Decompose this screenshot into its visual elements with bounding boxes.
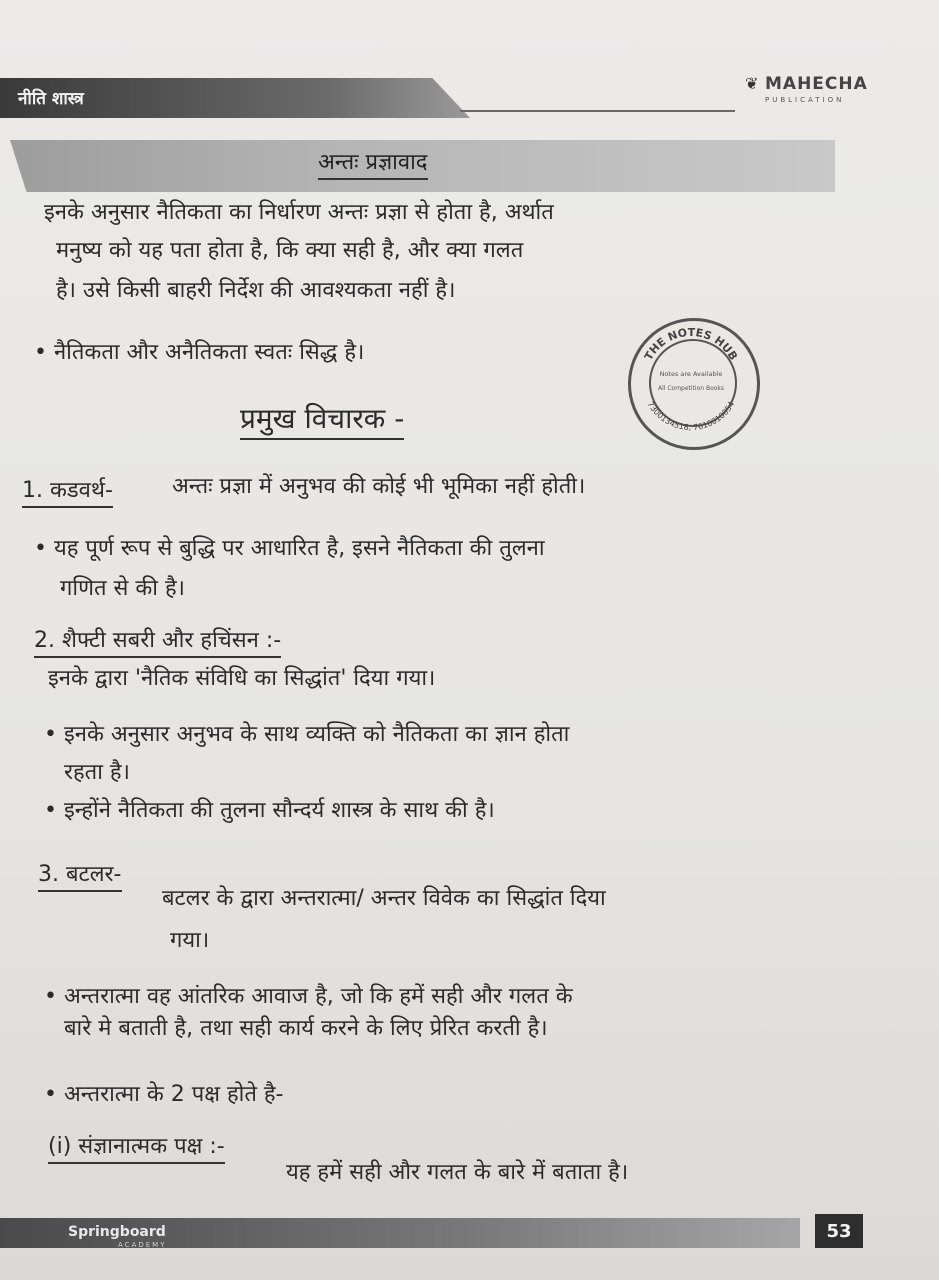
stamp-phone: 7300134518, 7610010054 [645, 399, 737, 432]
header-rule [460, 110, 735, 112]
thinkers-heading: प्रमुख विचारक - [240, 402, 404, 440]
item2-bullet1: • इनके अनुसार अनुभव के साथ व्यक्ति को नैतिकता का ज्ञान होता [44, 722, 570, 747]
item1-label: 1. कडवर्थ- [22, 478, 113, 508]
intro-line-1: इनके अनुसार नैतिकता का निर्धारण अन्तः प्रज्ञा से होता है, अर्थात [44, 200, 554, 225]
item2-bullet2: • इन्होंने नैतिकता की तुलना सौन्दर्य शास्त्र के साथ की है। [44, 798, 495, 823]
item3-line1: बटलर के द्वारा अन्तरात्मा/ अन्तर विवेक का सिद्धांत दिया [162, 886, 606, 911]
publisher-logo [745, 72, 868, 112]
item3-bullet1: • अन्तरात्मा वह आंतरिक आवाज है, जो कि हमें सही और गलत के [44, 984, 573, 1009]
stamp-sub: Notes are Available [659, 370, 723, 378]
item1-line: अन्तः प्रज्ञा में अनुभव की कोई भी भूमिका नहीं होती। [172, 474, 586, 499]
svg-text:THE NOTES HUB [642, 326, 740, 363]
footer-brand: Springboard [68, 1224, 166, 1240]
stamp-text-ring [628, 318, 754, 444]
item1-bullet1: • यह पूर्ण रूप से बुद्धि पर आधारित है, इसने नैतिकता की तुलना [34, 536, 545, 561]
stamp-title: THE NOTES HUB [641, 325, 741, 363]
item3-label: 3. बटलर- [38, 862, 122, 892]
chapter-title: नीति शास्त्र [18, 89, 84, 109]
footer-brand-sub: ACADEMY [118, 1241, 167, 1249]
stamp-books: All Competition Books [657, 385, 725, 392]
intro-line-2: मनुष्य को यह पता होता है, कि क्या सही है, और क्या गलत [56, 238, 524, 263]
item2-line: इनके द्वारा 'नैतिक संविधि का सिद्धांत' दिया गया। [48, 666, 436, 691]
item3-sub-line: यह हमें सही और गलत के बारे में बताता है। [286, 1160, 629, 1185]
publisher-sub: PUBLICATION [765, 96, 845, 104]
item1-bullet1-cont: गणित से की है। [60, 576, 185, 601]
item2-bullet1-cont: रहता है। [64, 760, 130, 785]
svg-text:7300134518, 7610010054 [646, 400, 737, 432]
publisher-name: MAHECHA [765, 74, 868, 94]
section-title: अन्तः प्रज्ञावाद [318, 146, 428, 180]
intro-line-3: है। उसे किसी बाहरी निर्देश की आवश्यकता नहीं है। [56, 278, 456, 303]
item2-label: 2. शैफ्टी सबरी और हचिंसन :- [34, 628, 281, 658]
page-number: 53 [815, 1214, 863, 1248]
book-icon: ❦ [745, 74, 759, 93]
item3-line2: गया। [170, 928, 210, 953]
bullet-self-evident: • नैतिकता और अनैतिकता स्वतः सिद्ध है। [34, 340, 365, 365]
item3-sub-label: (i) संज्ञानात्मक पक्ष :- [48, 1134, 225, 1164]
item3-bullet2: • अन्तरात्मा के 2 पक्ष होते है- [44, 1082, 284, 1107]
notes-hub-stamp [628, 318, 760, 450]
item3-bullet1-cont: बारे मे बताती है, तथा सही कार्य करने के लिए प्रेरित करती है। [64, 1016, 548, 1041]
